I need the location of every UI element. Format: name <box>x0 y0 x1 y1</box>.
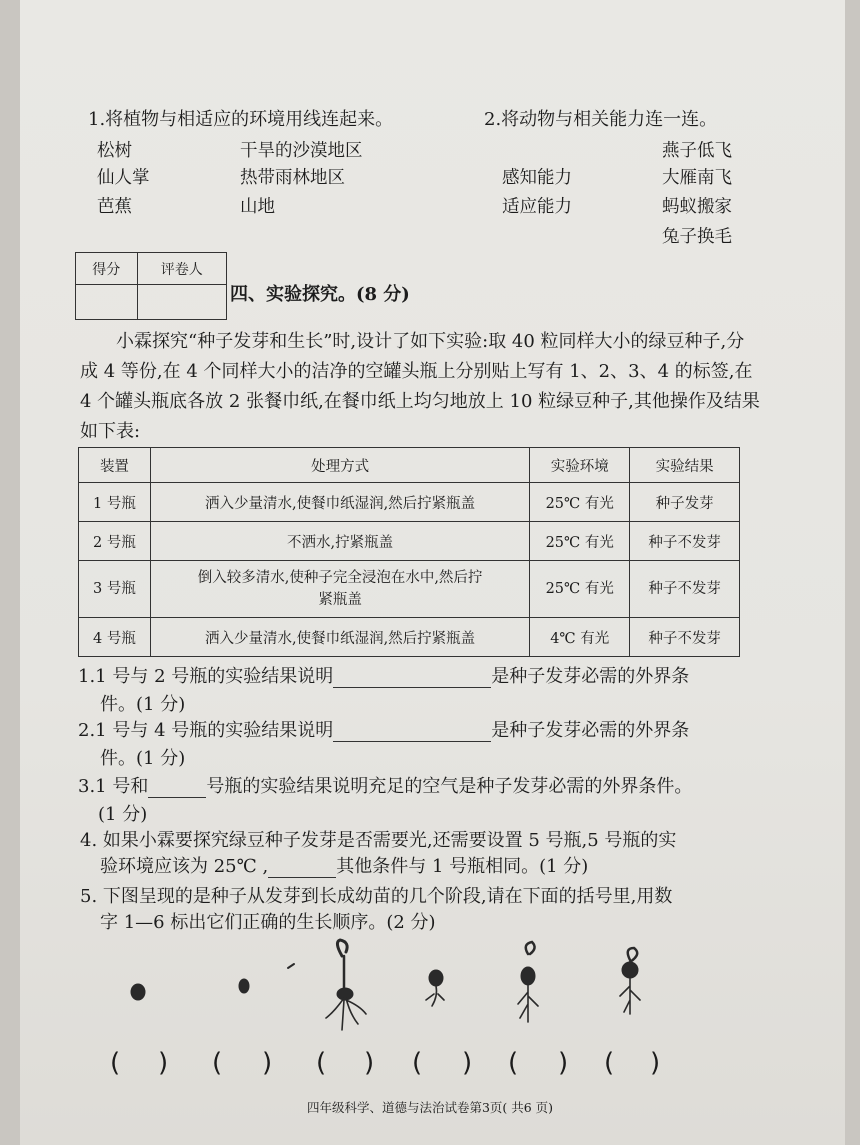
question-text: 3.1 号和 <box>78 776 149 797</box>
question-text: 验环境应该为 25℃ , <box>100 856 269 877</box>
experiment-intro: 小霖探究“种子发芽和生长”时,设计了如下实验:取 40 粒同样大小的绿豆种子,分成 4 等份,在 4 个同样大小的洁净的空罐头瓶上分别贴上写有 1、2、3、4 的标签,在 4 个罐头瓶底各放 2 张餐巾纸,在餐巾纸上均匀地放上 10 粒绿豆种子,其他操作及结果如下表: <box>80 331 760 442</box>
answer-paren-open: ( <box>508 1048 519 1078</box>
question-4-4: 4. 如果小霖要探究绿豆种子发芽是否需要光,还需要设置 5 号瓶,5 号瓶的实 <box>80 830 677 851</box>
experiment-table <box>78 447 740 657</box>
cell: 25℃ 有光 <box>530 483 630 522</box>
question-score: 件。(1 分) <box>100 694 186 715</box>
question-score: 件。(1 分) <box>100 748 186 769</box>
cell: 洒入少量清水,使餐巾纸湿润,然后拧紧瓶盖 <box>150 618 529 657</box>
leafy-seedling-icon <box>620 948 640 1014</box>
table-row <box>79 522 740 561</box>
question-4-4-cont <box>100 852 588 878</box>
animal-item: 燕子低飞 <box>662 141 732 161</box>
table-row <box>79 618 740 657</box>
header-device: 装置 <box>79 448 151 483</box>
question-text: 号瓶的实验结果说明充足的空气是种子发芽必需的外界条件。 <box>206 776 693 797</box>
answer-paren-close: ) <box>558 1048 569 1078</box>
environment-item: 山地 <box>240 197 275 217</box>
environment-item: 干旱的沙漠地区 <box>240 141 363 161</box>
animal-item: 蚂蚁搬家 <box>662 197 732 217</box>
question-text: 2.1 号与 4 号瓶的实验结果说明 <box>78 720 334 741</box>
environment-item: 热带雨林地区 <box>240 168 345 188</box>
ability-item: 感知能力 <box>502 168 572 188</box>
question-text: 是种子发芽必需的外界条 <box>491 666 690 687</box>
animal-item: 兔子换毛 <box>662 227 732 247</box>
score-box <box>75 252 227 320</box>
answer-paren-close: ) <box>650 1048 661 1078</box>
cell: 不洒水,拧紧瓶盖 <box>150 522 529 561</box>
sprouting-seed-icon <box>426 970 444 1006</box>
answer-paren-open: ( <box>212 1048 223 1078</box>
answer-paren-open: ( <box>316 1048 327 1078</box>
young-seedling-icon <box>518 942 538 1022</box>
answer-blank[interactable] <box>268 859 336 878</box>
grader-label: 评卷人 <box>137 253 226 285</box>
page-footer: 四年级科学、道德与法治试卷第3页( 共6 页) <box>306 1100 554 1115</box>
answer-blank[interactable] <box>148 779 206 798</box>
table-row <box>79 483 740 522</box>
question-text: 1.1 号与 2 号瓶的实验结果说明 <box>78 666 334 687</box>
answer-paren-open: ( <box>110 1048 121 1078</box>
grader-cell <box>137 285 226 320</box>
question-4-2 <box>78 716 689 742</box>
header-result: 实验结果 <box>630 448 740 483</box>
answer-paren-close: ) <box>262 1048 273 1078</box>
ability-item: 适应能力 <box>502 197 572 217</box>
section-4-title: 四、实验探究。(8 分) <box>230 284 410 305</box>
answer-paren-close: ) <box>158 1048 169 1078</box>
cell: 4 号瓶 <box>79 618 151 657</box>
table-row <box>79 561 740 618</box>
cell: 3 号瓶 <box>79 561 151 618</box>
question-4-5-cont: 字 1—6 标出它们正确的生长顺序。(2 分) <box>100 912 436 933</box>
cell: 25℃ 有光 <box>530 522 630 561</box>
question-4-3 <box>78 772 692 798</box>
cell: 1 号瓶 <box>79 483 151 522</box>
answer-paren-close: ) <box>364 1048 375 1078</box>
score-cell <box>76 285 138 320</box>
question-score: (1 分) <box>98 804 148 825</box>
answer-paren-open: ( <box>604 1048 615 1078</box>
answer-blank[interactable] <box>333 723 491 742</box>
cell: 4℃ 有光 <box>530 618 630 657</box>
cell: 洒入少量清水,使餐巾纸湿润,然后拧紧瓶盖 <box>150 483 529 522</box>
score-label: 得分 <box>76 253 138 285</box>
answer-paren-open: ( <box>412 1048 423 1078</box>
question-2-title: 2.将动物与相关能力连一连。 <box>484 109 718 130</box>
cell: 种子不发芽 <box>630 561 740 618</box>
animal-item: 大雁南飞 <box>662 168 732 188</box>
header-treatment: 处理方式 <box>150 448 529 483</box>
question-1-title: 1.将植物与相适应的环境用线连起来。 <box>88 109 394 130</box>
question-4-5: 5. 下图呈现的是种子从发芽到长成幼苗的几个阶段,请在下面的括号里,用数 <box>80 886 673 907</box>
seed-stage-icon <box>131 984 145 1000</box>
answer-blank[interactable] <box>333 669 491 688</box>
cell: 2 号瓶 <box>79 522 151 561</box>
question-4-1 <box>78 662 689 688</box>
header-environment: 实验环境 <box>530 448 630 483</box>
question-text: 其他条件与 1 号瓶相同。(1 分) <box>336 856 589 877</box>
question-text: 是种子发芽必需的外界条 <box>491 720 690 741</box>
cell: 种子不发芽 <box>630 618 740 657</box>
tall-seedling-icon <box>326 940 366 1030</box>
seedling-stages-illustration <box>110 930 670 1040</box>
plant-item: 松树 <box>97 141 132 161</box>
cell: 倒入较多清水,使种子完全浸泡在水中,然后拧紧瓶盖 <box>150 561 529 618</box>
plant-item: 仙人掌 <box>97 168 150 188</box>
germinating-seed-icon <box>239 964 294 993</box>
plant-item: 芭蕉 <box>97 197 132 217</box>
answer-paren-close: ) <box>462 1048 473 1078</box>
cell: 种子发芽 <box>630 483 740 522</box>
cell: 种子不发芽 <box>630 522 740 561</box>
cell: 25℃ 有光 <box>530 561 630 618</box>
